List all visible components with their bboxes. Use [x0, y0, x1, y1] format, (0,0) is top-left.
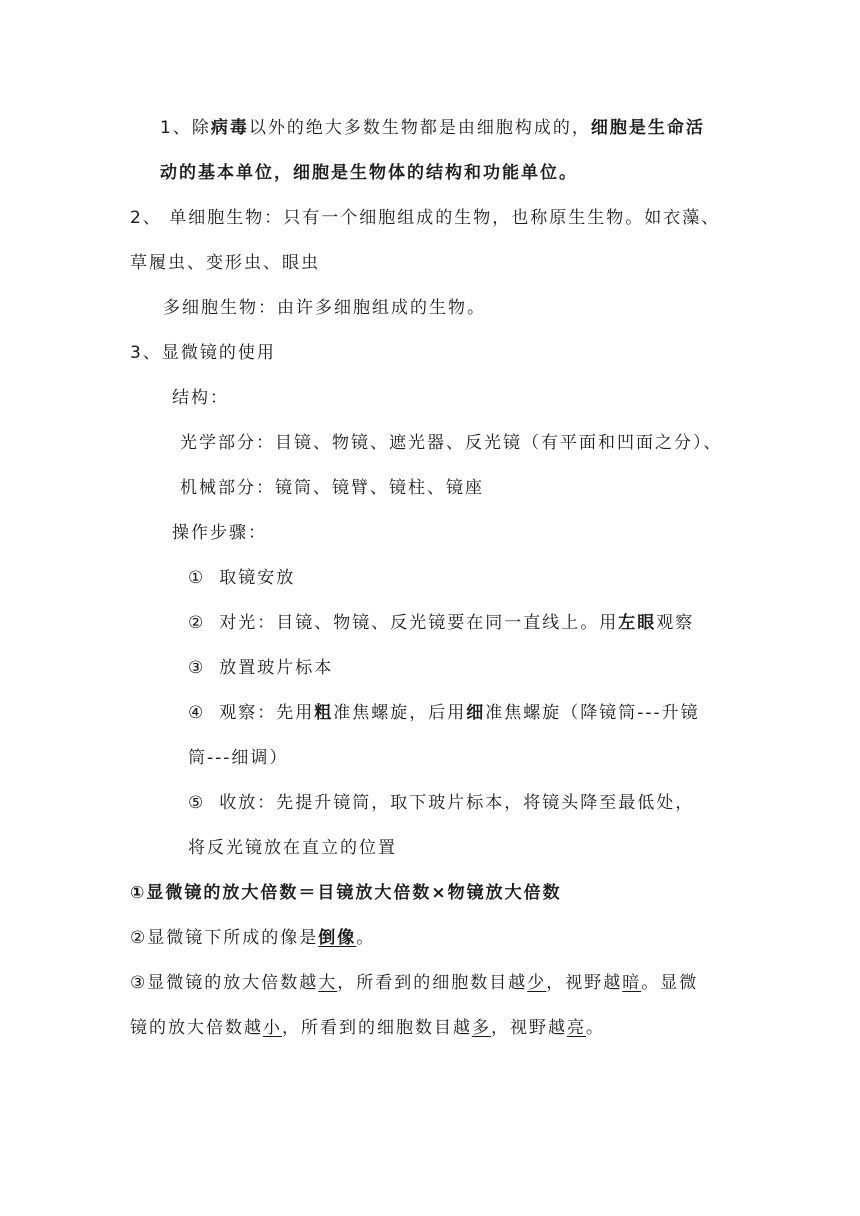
step-4-number: ④	[188, 703, 206, 723]
note-3-line-2	[130, 1016, 605, 1040]
step-4-text: 观察：先用	[219, 703, 315, 723]
note-2-end: 。	[356, 928, 376, 948]
step-1-number: ①	[188, 568, 206, 588]
step-4	[188, 701, 700, 725]
step-2	[188, 611, 694, 635]
note-3-text-e: ，视野越	[546, 973, 623, 993]
note-3-text-j: ，所看到的细胞数目越	[282, 1018, 472, 1038]
note-3-text-g: 。显微	[641, 973, 699, 993]
keyword-many: 多	[472, 1018, 491, 1038]
note-3-text-l: ，视野越	[491, 1018, 567, 1038]
step-2-text-end: 观察	[656, 613, 695, 633]
step-5-number: ⑤	[188, 793, 206, 813]
keyword-coarse: 粗	[314, 703, 334, 723]
keyword-few: 少	[527, 973, 547, 993]
step-2-number: ②	[188, 613, 206, 633]
note-3-text-n: 。	[586, 1018, 605, 1038]
keyword-small: 小	[263, 1018, 282, 1038]
step-4-text-mid: 准焦螺旋，后用	[333, 703, 467, 723]
keyword-dark: 暗	[622, 973, 642, 993]
mechanical-parts: 机械部分：镜筒、镜臂、镜柱、镜座	[180, 478, 484, 498]
structure-heading: 结构：	[172, 388, 229, 408]
keyword-left-eye: 左眼	[618, 613, 657, 633]
keyword-bright: 亮	[567, 1018, 586, 1038]
para-1-number: 1、除	[160, 118, 211, 138]
note-3-text-a: ③显微镜的放大倍数越	[130, 973, 319, 993]
steps-heading: 操作步骤：	[172, 523, 267, 543]
step-5-line-2: 将反光镜放在直立的位置	[188, 838, 397, 858]
note-3-text-c: ，所看到的细胞数目越	[337, 973, 528, 993]
note-1: ①显微镜的放大倍数＝目镜放大倍数×物镜放大倍数	[130, 883, 562, 903]
keyword-inverted-image: 倒像	[318, 928, 357, 948]
step-2-text: 对光：目镜、物镜、反光镜要在同一直线上。用	[219, 613, 619, 633]
step-4-text-end: 准焦螺旋（降镜筒---升镜	[485, 703, 700, 723]
step-5	[188, 791, 694, 815]
step-4-line-2: 筒---细调）	[188, 748, 289, 768]
keyword-virus: 病毒	[210, 118, 249, 138]
para-2-line-3: 多细胞生物：由许多细胞组成的生物。	[163, 298, 486, 318]
step-3-text: 放置玻片标本	[219, 658, 334, 678]
para-1-bold-start: 细胞是生命活	[590, 118, 705, 138]
note-3-text-h: 镜的放大倍数越	[130, 1018, 263, 1038]
step-5-text: 收放：先提升镜筒，取下玻片标本，将镜头降至最低处，	[219, 793, 695, 813]
keyword-fine: 细	[466, 703, 486, 723]
para-2-line-2: 草履虫、变形虫、眼虫	[130, 253, 320, 273]
step-3-number: ③	[188, 658, 206, 678]
step-3	[188, 656, 333, 680]
optical-parts: 光学部分：目镜、物镜、遮光器、反光镜（有平面和凹面之分）、	[180, 433, 723, 453]
para-2-line-1: 2、 单细胞生物：只有一个细胞组成的生物，也称原生生物。如衣藻、	[130, 208, 721, 228]
section-3-title: 3、显微镜的使用	[130, 343, 276, 363]
step-1-text: 取镜安放	[219, 568, 296, 588]
step-1	[188, 566, 295, 590]
note-2-text: ②显微镜下所成的像是	[130, 928, 319, 948]
keyword-large: 大	[318, 973, 338, 993]
para-1-text: 以外的绝大多数生物都是由细胞构成的，	[248, 118, 591, 138]
note-2	[130, 926, 375, 950]
para-1-line-2: 动的基本单位，细胞是生物体的结构和功能单位。	[160, 163, 578, 183]
para-1-line-1	[160, 116, 705, 140]
note-3-line-1	[130, 971, 698, 995]
